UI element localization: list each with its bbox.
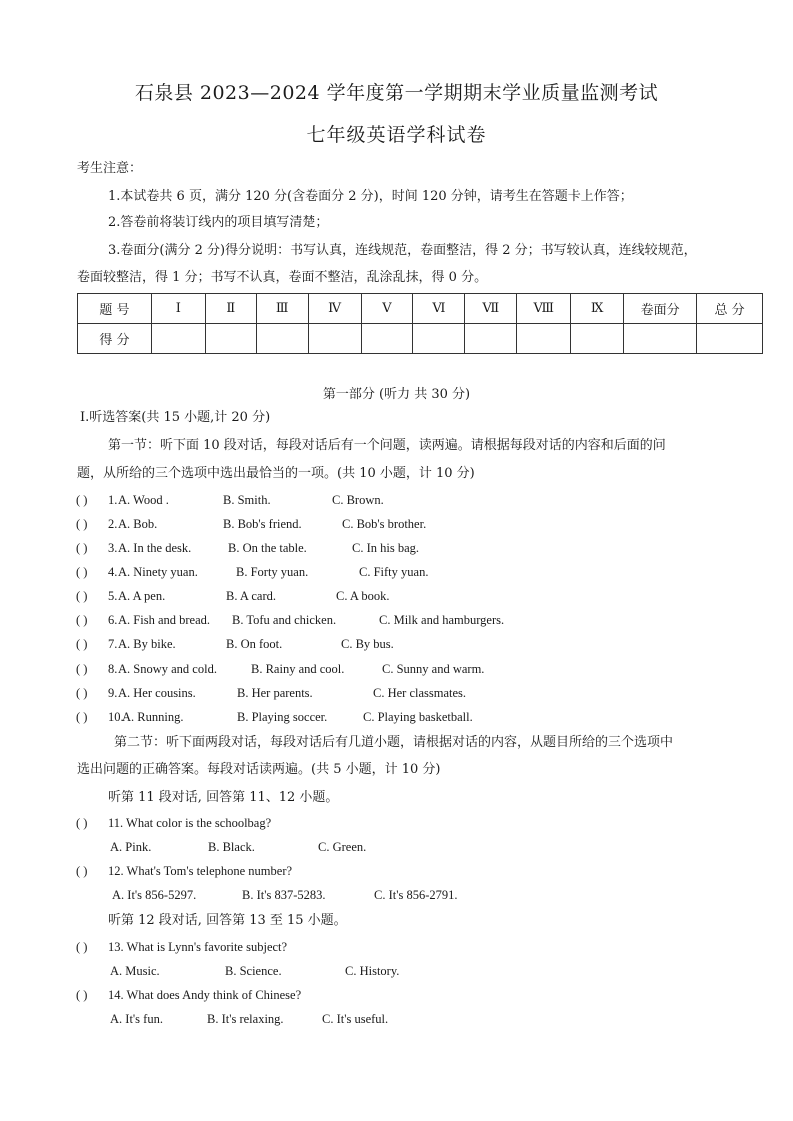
answer-blank[interactable]: ( ) xyxy=(76,940,88,954)
table-cell: Ⅰ xyxy=(151,294,205,324)
score-table-header-row xyxy=(78,294,763,324)
option-b: B. On foot. xyxy=(226,637,283,651)
option-b: B. Forty yuan. xyxy=(236,565,309,579)
score-input-cell[interactable] xyxy=(205,324,256,354)
exam-title: 石泉县 2023—2024 学年度第一学期期末学业质量监测考试 xyxy=(134,82,659,104)
option-c: C. A book. xyxy=(336,589,390,603)
table-cell: 总 分 xyxy=(697,294,763,324)
option-a: A. Music. xyxy=(110,964,160,978)
note-item-3a: 3.卷面分(满分 2 分)得分说明：书写认真，连线规范，卷面整洁，得 2 分；书写较认真，连线较规范， xyxy=(108,243,697,258)
question-6 xyxy=(76,613,505,628)
option-a: A. Snowy and cold. xyxy=(118,662,217,676)
option-b: B. Rainy and cool. xyxy=(251,662,345,676)
question-10 xyxy=(76,710,473,725)
answer-blank[interactable]: ( ) xyxy=(76,864,88,878)
answer-blank[interactable]: ( ) xyxy=(76,686,88,700)
note-item-1: 1.本试卷共 6 页，满分 120 分(含卷面分 2 分)，时间 120 分钟，请考生在答题卡上作答； xyxy=(108,189,633,204)
answer-blank[interactable]: ( ) xyxy=(76,613,88,627)
option-c: C. Her classmates. xyxy=(373,686,467,700)
option-b: B. A card. xyxy=(226,589,276,603)
section-heading: Ⅰ.听选答案(共 15 小题,计 20 分) xyxy=(80,410,271,425)
section2-instructions-b: 选出问题的正确答案。每段对话读两遍。(共 5 小题，计 10 分) xyxy=(77,762,441,777)
dialog-11-instruction: 听第 11 段对话, 回答第 11、12 小题。 xyxy=(108,790,339,805)
answer-blank[interactable]: ( ) xyxy=(76,493,88,507)
exam-subtitle: 七年级英语学科试卷 xyxy=(306,124,487,146)
option-c: C. It's 856-2791. xyxy=(374,888,458,902)
question-number: 8. xyxy=(108,662,118,676)
option-b: B. Science. xyxy=(225,964,282,978)
option-c: C. In his bag. xyxy=(352,541,420,555)
section1-instructions-a: 第一节：听下面 10 段对话，每段对话后有一个问题，读两遍。请根据每段对话的内容和后面的问 xyxy=(108,438,666,453)
question-number: 4. xyxy=(108,565,118,579)
question-3 xyxy=(76,541,420,556)
question-5 xyxy=(76,589,390,604)
score-table xyxy=(77,293,763,354)
question-2 xyxy=(76,517,427,532)
answer-blank[interactable]: ( ) xyxy=(76,637,88,651)
table-cell: Ⅸ xyxy=(571,294,624,324)
answer-blank[interactable]: ( ) xyxy=(76,565,88,579)
answer-blank[interactable]: ( ) xyxy=(76,988,88,1002)
question-4 xyxy=(76,565,429,580)
question-number: 2. xyxy=(108,517,118,531)
answer-blank[interactable]: ( ) xyxy=(76,710,88,724)
question-text: 14. What does Andy think of Chinese? xyxy=(108,988,302,1002)
question-11 xyxy=(76,816,271,831)
question-8 xyxy=(76,662,485,677)
question-text: 12. What's Tom's telephone number? xyxy=(108,864,293,878)
answer-blank[interactable]: ( ) xyxy=(76,816,88,830)
option-b: B. It's relaxing. xyxy=(207,1012,284,1026)
section2-instructions-a: 第二节：听下面两段对话，每段对话后有几道小题，请根据对话的内容，从题目所给的三个选项中 xyxy=(114,735,674,750)
answer-blank[interactable]: ( ) xyxy=(76,541,88,555)
option-b: B. It's 837-5283. xyxy=(242,888,326,902)
question-number: 1. xyxy=(108,493,118,507)
table-cell: Ⅶ xyxy=(465,294,517,324)
option-b: B. Tofu and chicken. xyxy=(232,613,337,627)
table-cell: 得 分 xyxy=(78,324,152,354)
score-table-score-row xyxy=(78,324,763,354)
table-cell: Ⅱ xyxy=(205,294,256,324)
option-a: A. Running. xyxy=(122,710,184,724)
option-a: A. A pen. xyxy=(118,589,166,603)
option-a: A. By bike. xyxy=(118,637,176,651)
question-9 xyxy=(76,686,467,701)
question-number: 9. xyxy=(108,686,118,700)
answer-blank[interactable]: ( ) xyxy=(76,662,88,676)
table-cell: Ⅳ xyxy=(308,294,361,324)
score-input-cell[interactable] xyxy=(697,324,763,354)
question-13 xyxy=(76,940,287,955)
table-cell: Ⅷ xyxy=(517,294,571,324)
score-input-cell[interactable] xyxy=(413,324,465,354)
table-cell: Ⅵ xyxy=(413,294,465,324)
option-c: C. By bus. xyxy=(341,637,394,651)
question-number: 6. xyxy=(108,613,118,627)
option-c: C. Playing basketball. xyxy=(363,710,473,724)
option-b: B. Her parents. xyxy=(237,686,313,700)
question-text: 11. What color is the schoolbag? xyxy=(108,816,272,830)
question-number: 5. xyxy=(108,589,118,603)
score-input-cell[interactable] xyxy=(517,324,571,354)
option-a: A. Wood . xyxy=(118,493,169,507)
option-b: B. Bob's friend. xyxy=(223,517,302,531)
option-a: A. Fish and bread. xyxy=(118,613,210,627)
option-b: B. Smith. xyxy=(223,493,271,507)
option-b: B. Black. xyxy=(208,840,255,854)
table-cell: 题 号 xyxy=(78,294,152,324)
option-c: C. It's useful. xyxy=(322,1012,389,1026)
option-a: A. It's 856-5297. xyxy=(112,888,197,902)
question-14 xyxy=(76,988,301,1003)
option-a: A. It's fun. xyxy=(110,1012,163,1026)
score-input-cell[interactable] xyxy=(624,324,697,354)
question-1 xyxy=(76,493,384,508)
option-b: B. On the table. xyxy=(228,541,307,555)
option-c: C. History. xyxy=(345,964,400,978)
part1-title: 第一部分 (听力 共 30 分) xyxy=(322,387,471,402)
score-input-cell[interactable] xyxy=(308,324,361,354)
option-a: A. Ninety yuan. xyxy=(118,565,198,579)
question-number: 3. xyxy=(108,541,118,555)
option-b: B. Playing soccer. xyxy=(237,710,328,724)
question-number: 7. xyxy=(108,637,118,651)
question-7 xyxy=(76,637,394,652)
option-a: A. In the desk. xyxy=(118,541,192,555)
dialog-12-instruction: 听第 12 段对话, 回答第 13 至 15 小题。 xyxy=(108,913,347,928)
score-input-cell[interactable] xyxy=(361,324,413,354)
score-input-cell[interactable] xyxy=(151,324,205,354)
score-input-cell[interactable] xyxy=(465,324,517,354)
answer-blank[interactable]: ( ) xyxy=(76,589,88,603)
option-a: A. Bob. xyxy=(118,517,158,531)
option-c: C. Fifty yuan. xyxy=(359,565,429,579)
section1-instructions-b: 题，从所给的三个选项中选出最恰当的一项。(共 10 小题，计 10 分) xyxy=(77,466,475,481)
table-cell: 卷面分 xyxy=(624,294,697,324)
option-c: C. Sunny and warm. xyxy=(382,662,485,676)
note-item-2: 2.答卷前将装订线内的项目填写清楚； xyxy=(108,215,329,230)
option-c: C. Brown. xyxy=(332,493,384,507)
score-input-cell[interactable] xyxy=(256,324,308,354)
table-cell: Ⅲ xyxy=(256,294,308,324)
answer-blank[interactable]: ( ) xyxy=(76,517,88,531)
option-c: C. Green. xyxy=(318,840,367,854)
option-a: A. Pink. xyxy=(110,840,152,854)
question-text: 13. What is Lynn's favorite subject? xyxy=(108,940,288,954)
option-a: A. Her cousins. xyxy=(118,686,196,700)
table-cell: Ⅴ xyxy=(361,294,413,324)
notes-label: 考生注意： xyxy=(77,161,143,176)
question-12 xyxy=(76,864,292,879)
score-input-cell[interactable] xyxy=(571,324,624,354)
option-c: C. Bob's brother. xyxy=(342,517,427,531)
option-c: C. Milk and hamburgers. xyxy=(379,613,505,627)
note-item-3b: 卷面较整洁，得 1 分；书写不认真，卷面不整洁，乱涂乱抹，得 0 分。 xyxy=(77,270,488,285)
question-number: 10. xyxy=(108,710,124,724)
